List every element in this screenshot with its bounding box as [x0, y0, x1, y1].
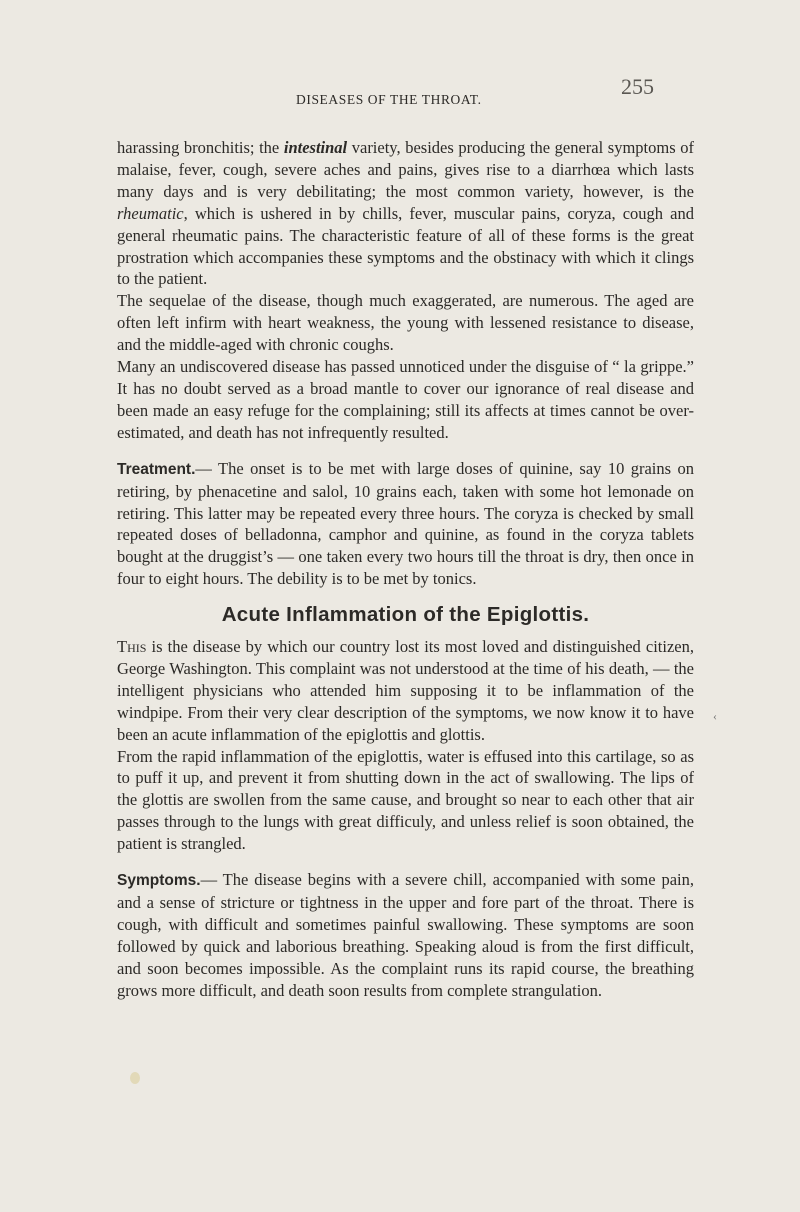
paragraph [117, 356, 694, 444]
paragraph [117, 746, 694, 856]
text-segment: variety, besides producing the general symptoms of malaise, fever, cough, severe aches and pains, gives rise to a diarrhœa which lasts many days and is very debilitating; the most common variety, however, is the [117, 138, 694, 201]
small-caps-word: This [117, 637, 147, 657]
text-segment: harassing bronchitis; the [117, 138, 284, 157]
text-segment: Acute Inflammation of the Epiglottis. [221, 603, 590, 627]
paragraph [117, 290, 694, 356]
section-heading [117, 604, 694, 626]
page-number: 255 [621, 74, 654, 99]
page-header [0, 74, 800, 110]
emphasis: rheumatic [117, 203, 184, 223]
run-in-heading: Symptoms. [117, 872, 201, 890]
paragraph [117, 869, 694, 1001]
text-segment: — The onset is to be met with large doses of quinine, say 10 grains on retiring, by phenacetine and salol, 10 grains each, taken with some hot lemonade on retiring. This latter may be repeated every three hours. The coryza is checked by small repeated doses of belladonna, camphor and quinine, as found in the coryza tablets bought at the druggist’s — one taken every two hours till the throat is dry, then once in four to eight hours. The debility is to be met by tonics. [117, 458, 694, 589]
text-segment: — The disease begins with a severe chill, accompanied with some pain, and a sense of stricture or tightness in the upper and fore part of the throat. There is cough, with difficult and sometimes painful swallowing. These symptoms are soon followed by quick and laborious breathing. Speaking aloud is from the first difficult, and soon becomes impossible. As the complaint runs its rapid course, the breathing grows more difficult, and death soon results from complete strangulation. [117, 870, 694, 1000]
run-in-heading: Treatment. [117, 460, 196, 478]
text-segment: The sequelae of the disease, though much exaggerated, are numerous. The aged are often left infirm with heart weakness, the young with lessened resistance to disease, and the middle-aged with chronic coughs. [117, 291, 694, 355]
paragraph [117, 137, 694, 290]
margin-mark: ‹ [713, 709, 717, 723]
running-head: DISEASES OF THE THROAT. [296, 92, 482, 107]
text-segment: From the rapid inflammation of the epiglottis, water is effused into this cartilage, so as to puff it up, and prevent it from shutting down in the act of swallowing. The lips of the glottis are swollen from the same cause, and brought so near to each other that air passes through to the lungs with great difficuly, and unless relief is soon obtained, the patient is strangled. [117, 746, 694, 854]
text-segment: is the disease by which our country lost its most loved and distinguished citizen, George Washington. This complaint was not understood at the time of his death, — the intelligent physicians who attended him supposing it to be inflammation of the windpipe. From their very clear description of the symptoms, we now know it to have been an acute inflammation of the epiglottis and glottis. [117, 637, 694, 744]
paragraph [117, 636, 694, 746]
body-text [117, 137, 694, 1002]
paragraph [117, 458, 694, 590]
paper-blot [130, 1072, 140, 1084]
text-segment: , which is ushered in by chills, fever, muscular pains, coryza, cough and general rheumatic pains. The characteristic feature of all of these forms is the great prostration which accompanies these symptoms and the obstinacy with which it clings to the patient. [117, 203, 694, 289]
emphasis: intestinal [283, 138, 348, 157]
text-segment: Many an undiscovered disease has passed unnoticed under the disguise of “ la grippe.” It has no doubt served as a broad mantle to cover our ignorance of real disease and been made an easy refuge for the complaining; still its affects at times cannot be over-estimated, and death has not infrequently resulted. [117, 357, 694, 442]
